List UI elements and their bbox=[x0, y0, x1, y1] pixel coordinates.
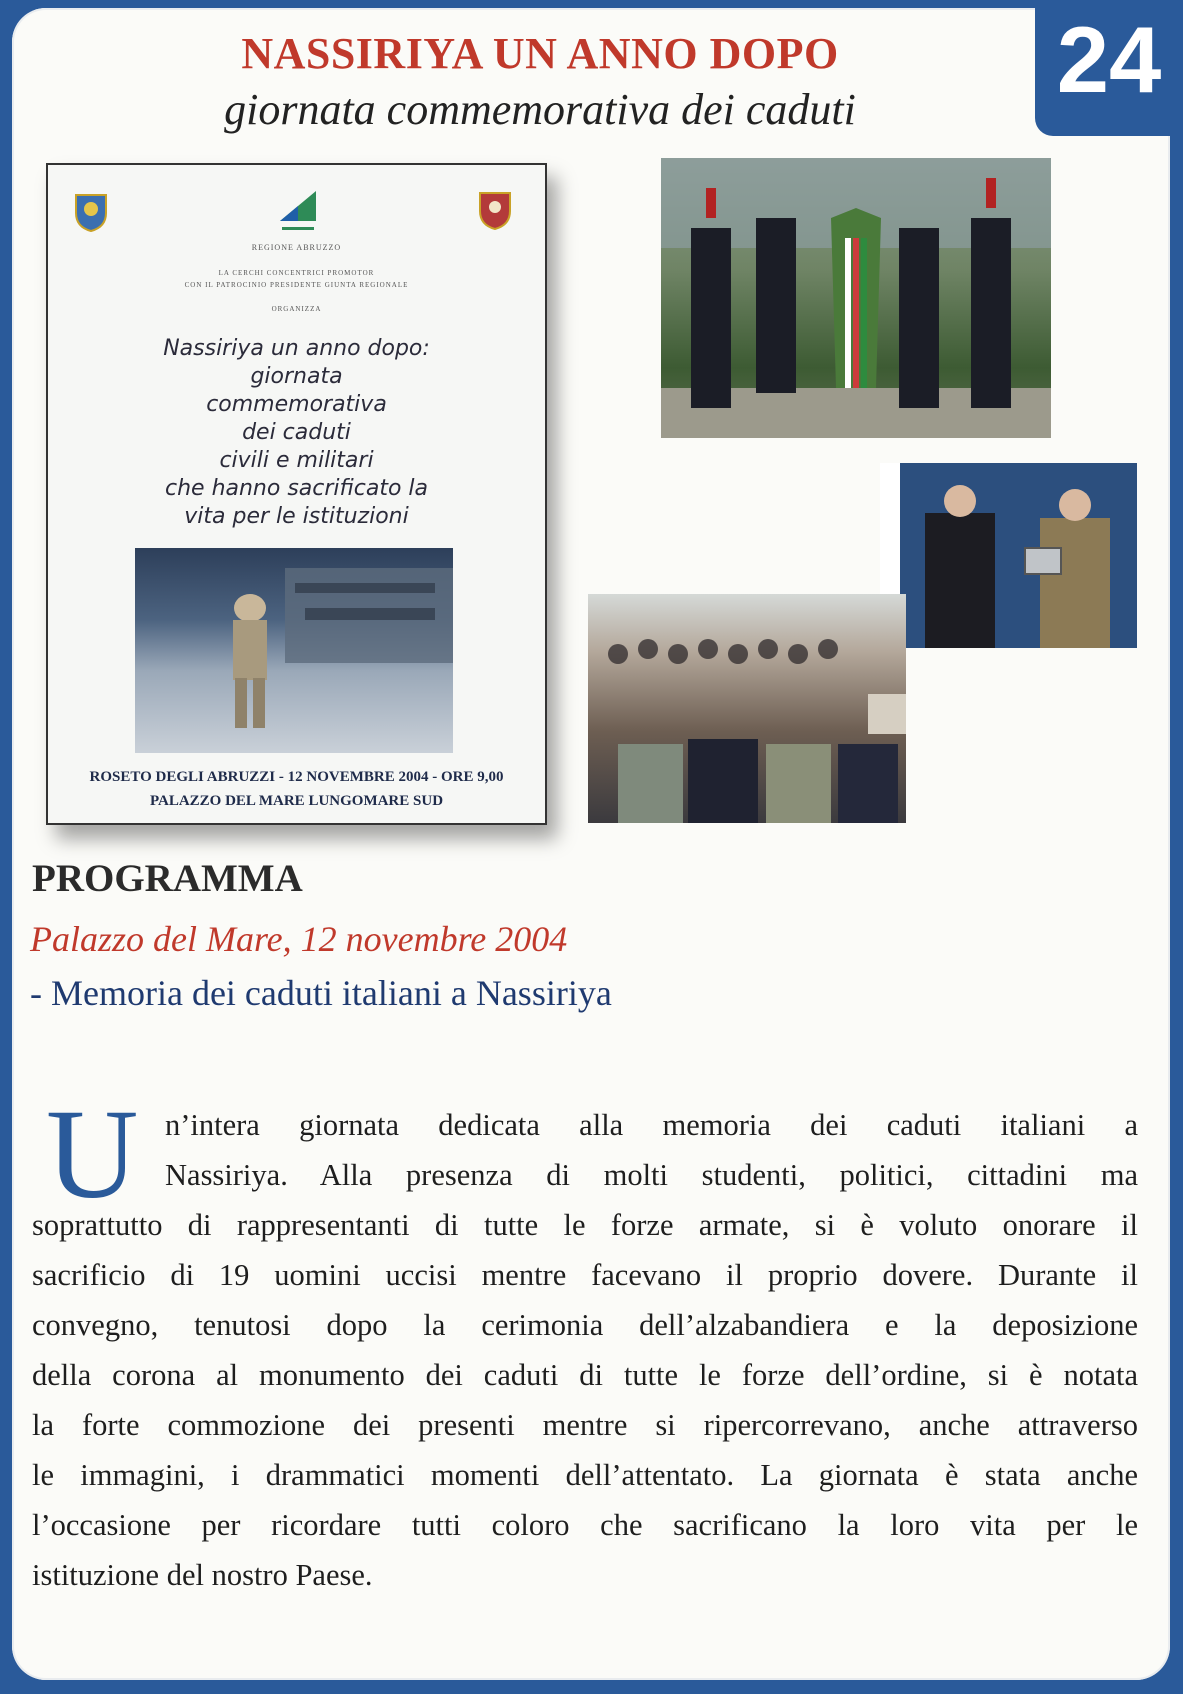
poster-hand-line: giornata bbox=[250, 364, 343, 389]
article-line: l’occasione per ricordare tutti coloro che sacrificano la loro vita per le bbox=[32, 1508, 1138, 1542]
programma-item: - Memoria dei caduti italiani a Nassiriya bbox=[30, 973, 612, 1013]
poster-hand-line: vita per le istituzioni bbox=[184, 504, 409, 529]
event-poster bbox=[46, 163, 547, 825]
programma-heading: PROGRAMMA bbox=[32, 857, 303, 900]
poster-hand-line: dei caduti bbox=[242, 420, 351, 445]
programma-place-date: Palazzo del Mare, 12 novembre 2004 bbox=[30, 919, 568, 959]
provincial-crest-icon bbox=[476, 187, 514, 231]
poster-hand-line: Nassiriya un anno dopo: bbox=[163, 336, 430, 361]
article-line: della corona al monumento dei caduti di tutte le forze dell’ordine, si è notata bbox=[32, 1358, 1138, 1392]
article-line: Nassiriya. Alla presenza di molti studenti, politici, cittadini ma bbox=[165, 1158, 1138, 1192]
poster-hand-line: che hanno sacrificato la bbox=[165, 476, 428, 501]
poster-organizza-line: ORGANIZZA bbox=[271, 305, 322, 313]
page-title: NASSIRIYA UN ANNO DOPO bbox=[241, 29, 839, 78]
poster-soldier-photo bbox=[135, 548, 453, 753]
poster-logo-caption: REGIONE ABRUZZO bbox=[251, 243, 342, 252]
regione-abruzzo-logo-icon bbox=[276, 187, 320, 237]
article-line: sacrificio di 19 uomini uccisi mentre facevano il proprio dovere. Durante il bbox=[32, 1258, 1138, 1292]
article-line: soprattutto di rappresentanti di tutte le forze armate, si è voluto onorare il bbox=[32, 1208, 1138, 1242]
article-line: convegno, tenutosi dopo la cerimonia dell’alzabandiera e la deposizione bbox=[32, 1308, 1138, 1342]
article-line: la forte commozione dei presenti mentre si ripercorrevano, anche attraverso bbox=[32, 1408, 1138, 1442]
poster-patronage-line: CON IL PATROCINIO PRESIDENTE GIUNTA REGIONALE bbox=[184, 281, 409, 289]
poster-promoter-line: LA CERCHI CONCENTRICI PROMOTOR bbox=[218, 269, 375, 277]
carabinieri-wreath-photo bbox=[661, 158, 1051, 438]
page-subtitle: giornata commemorativa dei caduti bbox=[224, 85, 856, 134]
award-ceremony-photo bbox=[880, 463, 1137, 648]
page-number-badge: 24 bbox=[1035, 0, 1183, 136]
city-crest-icon bbox=[72, 189, 110, 233]
audience-photo bbox=[588, 594, 906, 823]
poster-date-line: ROSETO DEGLI ABRUZZI - 12 NOVEMBRE 2004 - ORE 9,00 bbox=[89, 769, 504, 785]
poster-handwritten-text bbox=[68, 335, 525, 531]
poster-hand-line: commemorativa bbox=[206, 392, 387, 417]
article-line: n’intera giornata dedicata alla memoria dei caduti italiani a bbox=[165, 1108, 1138, 1142]
article-line: le immagini, i drammatici momenti dell’attentato. La giornata è stata anche bbox=[32, 1458, 1138, 1492]
article-line: istituzione del nostro Paese. bbox=[32, 1558, 373, 1592]
poster-hand-line: civili e militari bbox=[219, 448, 374, 473]
poster-venue-line: PALAZZO DEL MARE LUNGOMARE SUD bbox=[149, 793, 444, 809]
article-dropcap: U bbox=[46, 1083, 139, 1225]
